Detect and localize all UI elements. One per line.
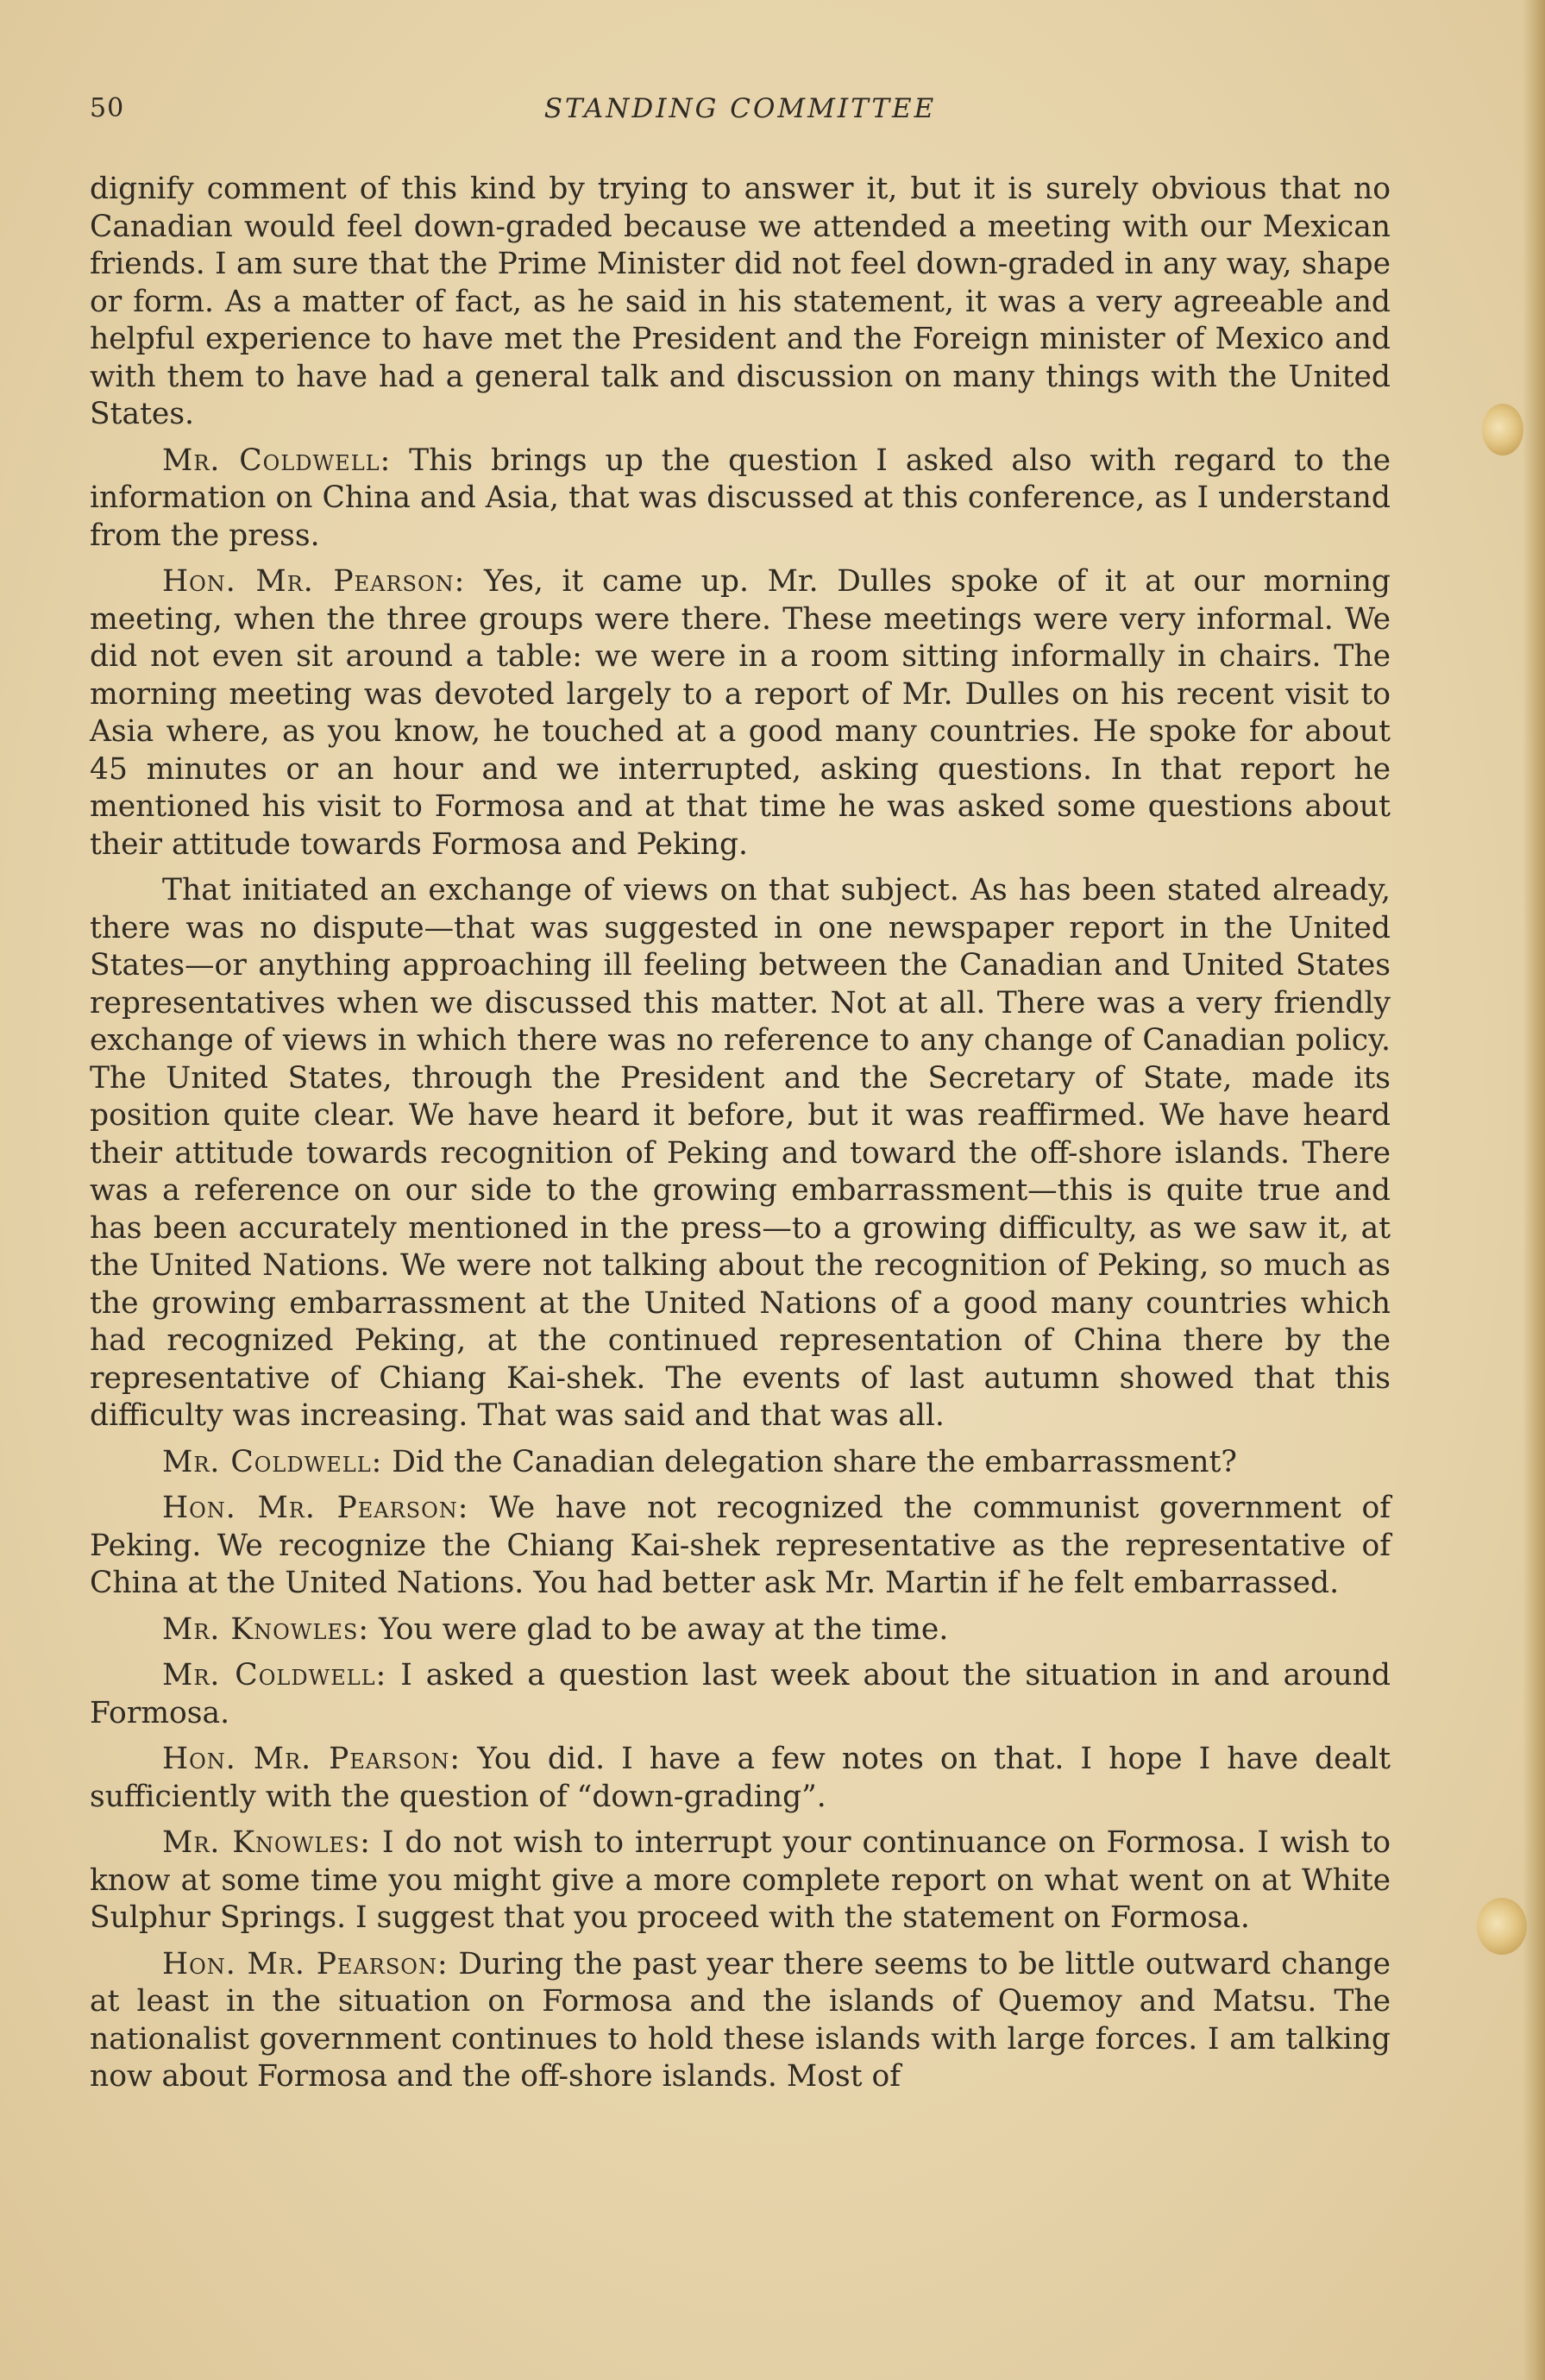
speaker-label: Mr. Knowles:: [162, 1611, 369, 1647]
speaker-label: Hon. Mr. Pearson:: [162, 1946, 449, 1981]
speaker-label: Mr. Knowles:: [162, 1825, 371, 1860]
speaker-label: Mr. Coldwell:: [162, 443, 392, 478]
paragraph: [90, 563, 1391, 863]
speaker-label: Hon. Mr. Pearson:: [162, 1742, 462, 1776]
page-edge-shadow: [1523, 0, 1545, 2380]
paragraph-text: You did. I have a few notes on that. I hope I have dealt sufficiently with the question of “down-grading”.: [90, 1742, 1391, 1814]
paragraph: [90, 1490, 1391, 1603]
paragraph-text: I do not wish to interrupt your continuance on Formosa. I wish to know at some time you might give a more complete report on what went on at White Sulphur Springs. I suggest that you proceed with the statement on Formosa.: [90, 1825, 1391, 1935]
paragraph: [90, 171, 1391, 434]
paragraph: [90, 872, 1391, 1435]
page-header: [90, 93, 1391, 136]
body-text: [90, 171, 1391, 2105]
running-head: STANDING COMMITTEE: [543, 93, 937, 124]
paragraph-text: This brings up the question I asked also with regard to the information on China and Asia, that was discussed at this conference, as I understand from the press.: [90, 443, 1391, 553]
paragraph: [90, 1741, 1391, 1816]
paragraph-text: You were glad to be away at the time.: [378, 1611, 949, 1647]
paragraph: [90, 1824, 1391, 1937]
speaker-label: Hon. Mr. Pearson:: [162, 564, 466, 599]
binding-hole-bottom: [1477, 1898, 1527, 1955]
speaker-label: Mr. Coldwell:: [162, 1444, 383, 1479]
speaker-label: Hon. Mr. Pearson:: [162, 1491, 469, 1525]
paragraph: [90, 443, 1391, 556]
paragraph-text: That initiated an exchange of views on that subject. As has been stated already, there was no dispute—that was suggested in one newspaper report in the United States—or anything approaching ill feeling between the Canadian and United States representatives when we discussed this matter. Not at all. There was a very friendly exchange of views in which there was no reference to any change of Canadian policy. The United States, through the President and the Secretary of State, made its position quite clear. We have heard it before, but it was reaffirmed. We have heard their attitude towards recognition of Peking and toward the off-shore islands. There was a reference on our side to the growing embarrassment—this is quite true and has been accurately mentioned in the press—to a growing difficulty, as we saw it, at the United Nations. We were not talking about the recognition of Peking, so much as the growing embarrassment at the United Nations of a good many countries which had recognized Peking, at the continued representation of China there by the representative of Chiang Kai-shek. The events of last autumn showed that this difficulty was increasing. That was said and that was all.: [90, 873, 1391, 1433]
paragraph: [90, 1444, 1391, 1482]
paragraph-text: Yes, it came up. Mr. Dulles spoke of it at our morning meeting, when the three groups were there. These meetings were very informal. We did not even sit around a table: we were in a room sitting informally in chairs. The morning meeting was devoted largely to a report of Mr. Dulles on his recent visit to Asia where, as you know, he touched at a good many countries. He spoke for about 45 minutes or an hour and we interrupted, asking questions. In that report he mentioned his visit to Formosa and at that time he was asked some questions about their attitude towards Formosa and Peking.: [90, 564, 1391, 862]
paragraph-text: We have not recognized the communist government of Peking. We recognize the Chiang Kai-shek representative as the representative of China at the United Nations. You had better ask Mr. Martin if he felt embarrassed.: [90, 1491, 1391, 1600]
page-number: 50: [90, 93, 125, 123]
binding-hole-top: [1482, 404, 1523, 455]
paragraph: [90, 1657, 1391, 1732]
paragraph-text: During the past year there seems to be little outward change at least in the situation on Formosa and the islands of Quemoy and Matsu. The nationalist government continues to hold these islands with large forces. I am talking now about Formosa and the off-shore islands. Most of: [90, 1946, 1391, 2094]
speaker-label: Mr. Coldwell:: [162, 1658, 387, 1692]
paragraph-text: Did the Canadian delegation share the embarrassment?: [392, 1444, 1237, 1479]
paragraph: [90, 1946, 1391, 2096]
paragraph-text: I asked a question last week about the situation in and around Formosa.: [90, 1658, 1391, 1730]
paragraph-text: dignify comment of this kind by trying to answer it, but it is surely obvious that no Canadian would feel down-graded because we attended a meeting with our Mexican friends. I am sure that the Prime Minister did not feel down-graded in any way, shape or form. As a matter of fact, as he said in his statement, it was a very agreeable and helpful experience to have met the President and the Foreign minister of Mexico and with them to have had a general talk and discussion on many things with the United States.: [90, 172, 1391, 431]
paragraph: [90, 1611, 1391, 1649]
